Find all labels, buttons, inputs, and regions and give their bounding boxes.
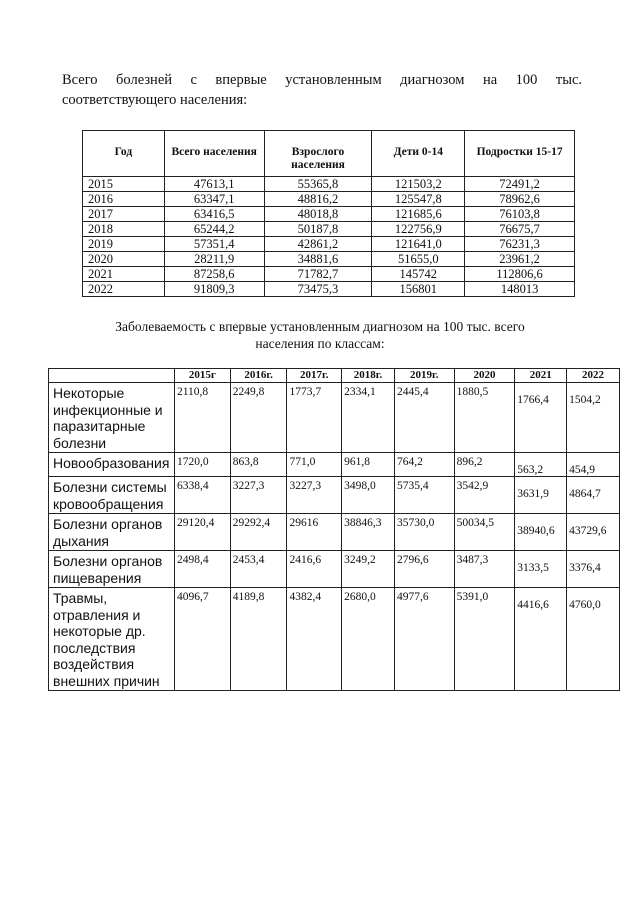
table2-cell-value: 1773,7 xyxy=(287,383,342,453)
table1-row xyxy=(83,282,575,297)
table2-cell-value: 2445,4 xyxy=(394,383,454,453)
table2-cell-value: 2453,4 xyxy=(230,551,287,588)
table1-cell-value: 71782,7 xyxy=(264,267,372,282)
table2-body xyxy=(49,383,620,691)
table1-cell-value: 76675,7 xyxy=(465,222,575,237)
table2-cell-value: 29616 xyxy=(287,514,342,551)
table2-cell-value: 3227,3 xyxy=(287,477,342,514)
table1-cell-value: 51655,0 xyxy=(372,252,465,267)
table1-cell-year: 2016 xyxy=(83,192,165,207)
table2-cell-value: 38940,6 xyxy=(515,514,567,551)
table1-cell-value: 121641,0 xyxy=(372,237,465,252)
table1-header-total: Всего населения xyxy=(164,145,264,177)
table2-cell-value: 3249,2 xyxy=(342,551,395,588)
table1-header-year: Год xyxy=(83,145,165,177)
table2-cell-value: 2416,6 xyxy=(287,551,342,588)
table2-cell-value: 38846,3 xyxy=(342,514,395,551)
table1-cell-value: 47613,1 xyxy=(164,177,264,192)
table2-cell-class-name: Травмы, отравления и некоторые др. последствия воздействия внешних причин xyxy=(49,588,175,691)
table1-cell-value: 145742 xyxy=(372,267,465,282)
table1-cell-year: 2017 xyxy=(83,207,165,222)
table2-cell-value: 4382,4 xyxy=(287,588,342,691)
table1-row xyxy=(83,192,575,207)
table1-cell-value: 91809,3 xyxy=(164,282,264,297)
table1-cell-value: 121503,2 xyxy=(372,177,465,192)
table2-cell-value: 3498,0 xyxy=(342,477,395,514)
table1-cell-value: 125547,8 xyxy=(372,192,465,207)
table2-cell-value: 3133,5 xyxy=(515,551,567,588)
table2-header-2021: 2021 xyxy=(515,369,567,383)
table2-cell-value: 1766,4 xyxy=(515,383,567,453)
table1-header-row xyxy=(83,145,575,177)
table1-row xyxy=(83,222,575,237)
table1-cell-value: 112806,6 xyxy=(465,267,575,282)
table1-cell-value: 34881,6 xyxy=(264,252,372,267)
table1-cell-value: 73475,3 xyxy=(264,282,372,297)
table2-cell-value: 2498,4 xyxy=(174,551,230,588)
table2-cell-value: 4864,7 xyxy=(567,477,620,514)
table1-body xyxy=(83,177,575,297)
table2-cell-value: 3631,9 xyxy=(515,477,567,514)
table1-row xyxy=(83,207,575,222)
table1-row xyxy=(83,267,575,282)
table2-cell-value: 29120,4 xyxy=(174,514,230,551)
table2-cell-value: 43729,6 xyxy=(567,514,620,551)
table1-cell-year: 2018 xyxy=(83,222,165,237)
table2-cell-value: 3376,4 xyxy=(567,551,620,588)
table2-cell-value: 5735,4 xyxy=(394,477,454,514)
table2-header-2018: 2018г. xyxy=(342,369,395,383)
table2-cell-value: 863,8 xyxy=(230,453,287,477)
table2-cell-value: 454,9 xyxy=(567,453,620,477)
table2-header-2019: 2019г. xyxy=(394,369,454,383)
table1-cell-value: 50187,8 xyxy=(264,222,372,237)
heading-total-incidence xyxy=(62,70,582,110)
table1-cell-value: 121685,6 xyxy=(372,207,465,222)
table1-cell-value: 122756,9 xyxy=(372,222,465,237)
table1-cell-value: 23961,2 xyxy=(465,252,575,267)
table2-cell-value: 35730,0 xyxy=(394,514,454,551)
table1-cell-year: 2020 xyxy=(83,252,165,267)
table2-header-2015: 2015г xyxy=(174,369,230,383)
table2-row xyxy=(49,453,620,477)
heading-total-incidence-line2: соответствующего населения: xyxy=(62,92,248,108)
table2-cell-value: 3542,9 xyxy=(454,477,515,514)
table2-cell-value: 4189,8 xyxy=(230,588,287,691)
table1-header-teens: Подростки 15-17 xyxy=(465,145,575,177)
table1-cell-value: 148013 xyxy=(465,282,575,297)
table1-cell-year: 2015 xyxy=(83,177,165,192)
heading-total-incidence-line1: Всего болезней с впервые установленным диагнозом на 100 тыс. xyxy=(62,72,582,88)
table2-cell-value: 2796,6 xyxy=(394,551,454,588)
table2-cell-value: 2680,0 xyxy=(342,588,395,691)
table1-row xyxy=(83,237,575,252)
table1-header-children: Дети 0-14 xyxy=(372,145,465,177)
table1-cell-value: 55365,8 xyxy=(264,177,372,192)
table2-cell-class-name: Некоторые инфекционные и паразитарные болезни xyxy=(49,383,175,453)
table2-cell-value: 3227,3 xyxy=(230,477,287,514)
table2-cell-value: 2110,8 xyxy=(174,383,230,453)
table2-cell-value: 2249,8 xyxy=(230,383,287,453)
table2-row xyxy=(49,477,620,514)
table2-header-2022: 2022 xyxy=(567,369,620,383)
table2-cell-value: 563,2 xyxy=(515,453,567,477)
table1-top-spacer-row xyxy=(83,131,575,146)
table2-cell-value: 4977,6 xyxy=(394,588,454,691)
table2-header-row xyxy=(49,369,620,383)
table1-cell-value: 156801 xyxy=(372,282,465,297)
table2-cell-value: 3487,3 xyxy=(454,551,515,588)
table2-header-2016: 2016г. xyxy=(230,369,287,383)
table1-cell-year: 2022 xyxy=(83,282,165,297)
table1-cell-value: 57351,4 xyxy=(164,237,264,252)
table2-cell-value: 6338,4 xyxy=(174,477,230,514)
table-incidence-by-class xyxy=(48,368,620,691)
table-incidence-by-population xyxy=(82,130,575,297)
table2-cell-class-name: Болезни органов дыхания xyxy=(49,514,175,551)
table2-cell-value: 764,2 xyxy=(394,453,454,477)
table2-cell-value: 896,2 xyxy=(454,453,515,477)
table1-cell-value: 78962,6 xyxy=(465,192,575,207)
table1-header-adult: Взрослого населения xyxy=(264,145,372,177)
table2-cell-value: 1880,5 xyxy=(454,383,515,453)
table2-cell-value: 50034,5 xyxy=(454,514,515,551)
table1-cell-value: 28211,9 xyxy=(164,252,264,267)
table2-cell-value: 4096,7 xyxy=(174,588,230,691)
table1-cell-value: 48018,8 xyxy=(264,207,372,222)
table1-cell-value: 87258,6 xyxy=(164,267,264,282)
table1-cell-value: 63347,1 xyxy=(164,192,264,207)
table1-cell-value: 48816,2 xyxy=(264,192,372,207)
table1-cell-value: 63416,5 xyxy=(164,207,264,222)
table2-header-2020: 2020 xyxy=(454,369,515,383)
table2-cell-value: 4416,6 xyxy=(515,588,567,691)
table2-header-2017: 2017г. xyxy=(287,369,342,383)
table2-cell-value: 2334,1 xyxy=(342,383,395,453)
table2-row xyxy=(49,383,620,453)
table2-cell-value: 4760,0 xyxy=(567,588,620,691)
table1-cell-value: 76231,3 xyxy=(465,237,575,252)
table2-row xyxy=(49,514,620,551)
table2-cell-value: 1720,0 xyxy=(174,453,230,477)
table2-cell-value: 961,8 xyxy=(342,453,395,477)
table2-cell-class-name: Болезни системы кровообращения xyxy=(49,477,175,514)
heading-incidence-by-class xyxy=(60,318,580,352)
table1-cell-year: 2019 xyxy=(83,237,165,252)
table1-row xyxy=(83,177,575,192)
table2-row xyxy=(49,588,620,691)
table1-cell-value: 76103,8 xyxy=(465,207,575,222)
table1-cell-year: 2021 xyxy=(83,267,165,282)
table2-cell-value: 1504,2 xyxy=(567,383,620,453)
table2-row xyxy=(49,551,620,588)
table2-cell-class-name: Болезни органов пищеварения xyxy=(49,551,175,588)
heading-incidence-by-class-line2: населения по классам: xyxy=(255,336,385,351)
table2-cell-value: 29292,4 xyxy=(230,514,287,551)
table1-cell-value: 72491,2 xyxy=(465,177,575,192)
heading-incidence-by-class-line1: Заболеваемость с впервые установленным диагнозом на 100 тыс. всего xyxy=(115,319,525,334)
table1-row xyxy=(83,252,575,267)
table2-header-blank xyxy=(49,369,175,383)
table1-cell-value: 65244,2 xyxy=(164,222,264,237)
table2-cell-value: 5391,0 xyxy=(454,588,515,691)
table1-cell-value: 42861,2 xyxy=(264,237,372,252)
table2-cell-class-name: Новообразования xyxy=(49,453,175,477)
table2-cell-value: 771,0 xyxy=(287,453,342,477)
